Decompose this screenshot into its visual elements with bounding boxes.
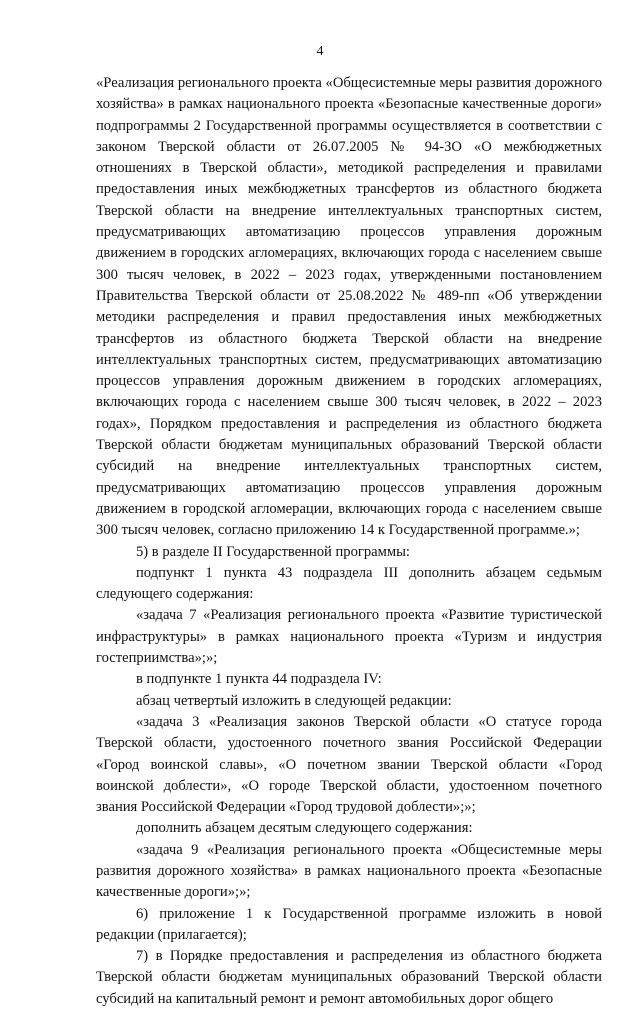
paragraph-subitem-43: подпункт 1 пункта 43 подраздела III дополнить абзацем седьмым следующего содержания: xyxy=(96,564,602,603)
page-number: 4 xyxy=(316,44,324,59)
document-body xyxy=(96,73,602,1010)
paragraph-item-5: 5) в разделе II Государственной программы: xyxy=(136,543,410,560)
paragraph-tenth-abzac: дополнить абзацем десятым следующего содержания: xyxy=(136,820,473,837)
paragraph-continuation: «Реализация регионального проекта «Общесистемные меры развития дорожного хозяйства» в рамках национального проекта «Безопасные качественные дороги» подпрограммы 2 Государственной программы осуществляется в соответствии с законом Тверской области от 26.07.2005 № 94-ЗО «О межбюджетных отношениях в Тверской области», методикой распределения и правилами предоставления иных межбюджетных трансфертов из областного бюджета Тверской области на внедрение интеллектуальных транспортных систем, предусматривающих автоматизацию процессов управления дорожным движением в городских агломерациях, включающих города с населением свыше 300 тысяч человек, в 2022 – 2023 годах, утвержденными постановлением Правительства Тверской области от 25.08.2022 № 489-пп «Об утверждении методики распределения и правил предоставления иных межбюджетных трансфертов из областного бюджета Тверской области на внедрение интеллектуальных транспортных систем, предусматривающих автоматизацию процессов управления дорожным движением в городских агломерациях, включающих города с населением свыше 300 тысяч человек, в 2022 – 2023 годах», Порядком предоставления и распределения из областного бюджета Тверской области бюджетам муниципальных образований Тверской области субсидий на внедрение интеллектуальных транспортных систем, предусматривающих автоматизацию процессов управления дорожным движением в городской агломерации, включающих города с населением свыше 300 тысяч человек, согласно приложению 14 к Государственной программе.»; xyxy=(96,75,602,539)
paragraph-task-9: «задача 9 «Реализация регионального проекта «Общесистемные меры развития дорожного хозяйства» в рамках национального проекта «Безопасные качественные дороги»;»; xyxy=(96,841,602,901)
paragraph-task-3: «задача 3 «Реализация законов Тверской области «О статусе города Тверской области, удостоенного почетного звания Российской Федерации «Город воинской славы», «О почетном звании Тверской области «Город воинской доблести», «О городе Тверской области, удостоенном почетного звания Российской Федерации «Город трудовой доблести»;»; xyxy=(96,713,602,816)
paragraph-task-7: «задача 7 «Реализация регионального проекта «Развитие туристической инфраструктуры» в рамках национального проекта «Туризм и индустрия гостеприимства»;»; xyxy=(96,607,602,667)
paragraph-item-7: 7) в Порядке предоставления и распределения из областного бюджета Тверской области бюджетам муниципальных образований Тверской области субсидий на капитальный ремонт и ремонт автомобильных дорог общего xyxy=(96,948,602,1007)
paragraph-fourth-abzac: абзац четвертый изложить в следующей редакции: xyxy=(136,692,452,709)
paragraph-subitem-44: в подпункте 1 пункта 44 подраздела IV: xyxy=(136,671,382,688)
paragraph-item-6: 6) приложение 1 к Государственной программе изложить в новой редакции (прилагается); xyxy=(96,905,602,943)
